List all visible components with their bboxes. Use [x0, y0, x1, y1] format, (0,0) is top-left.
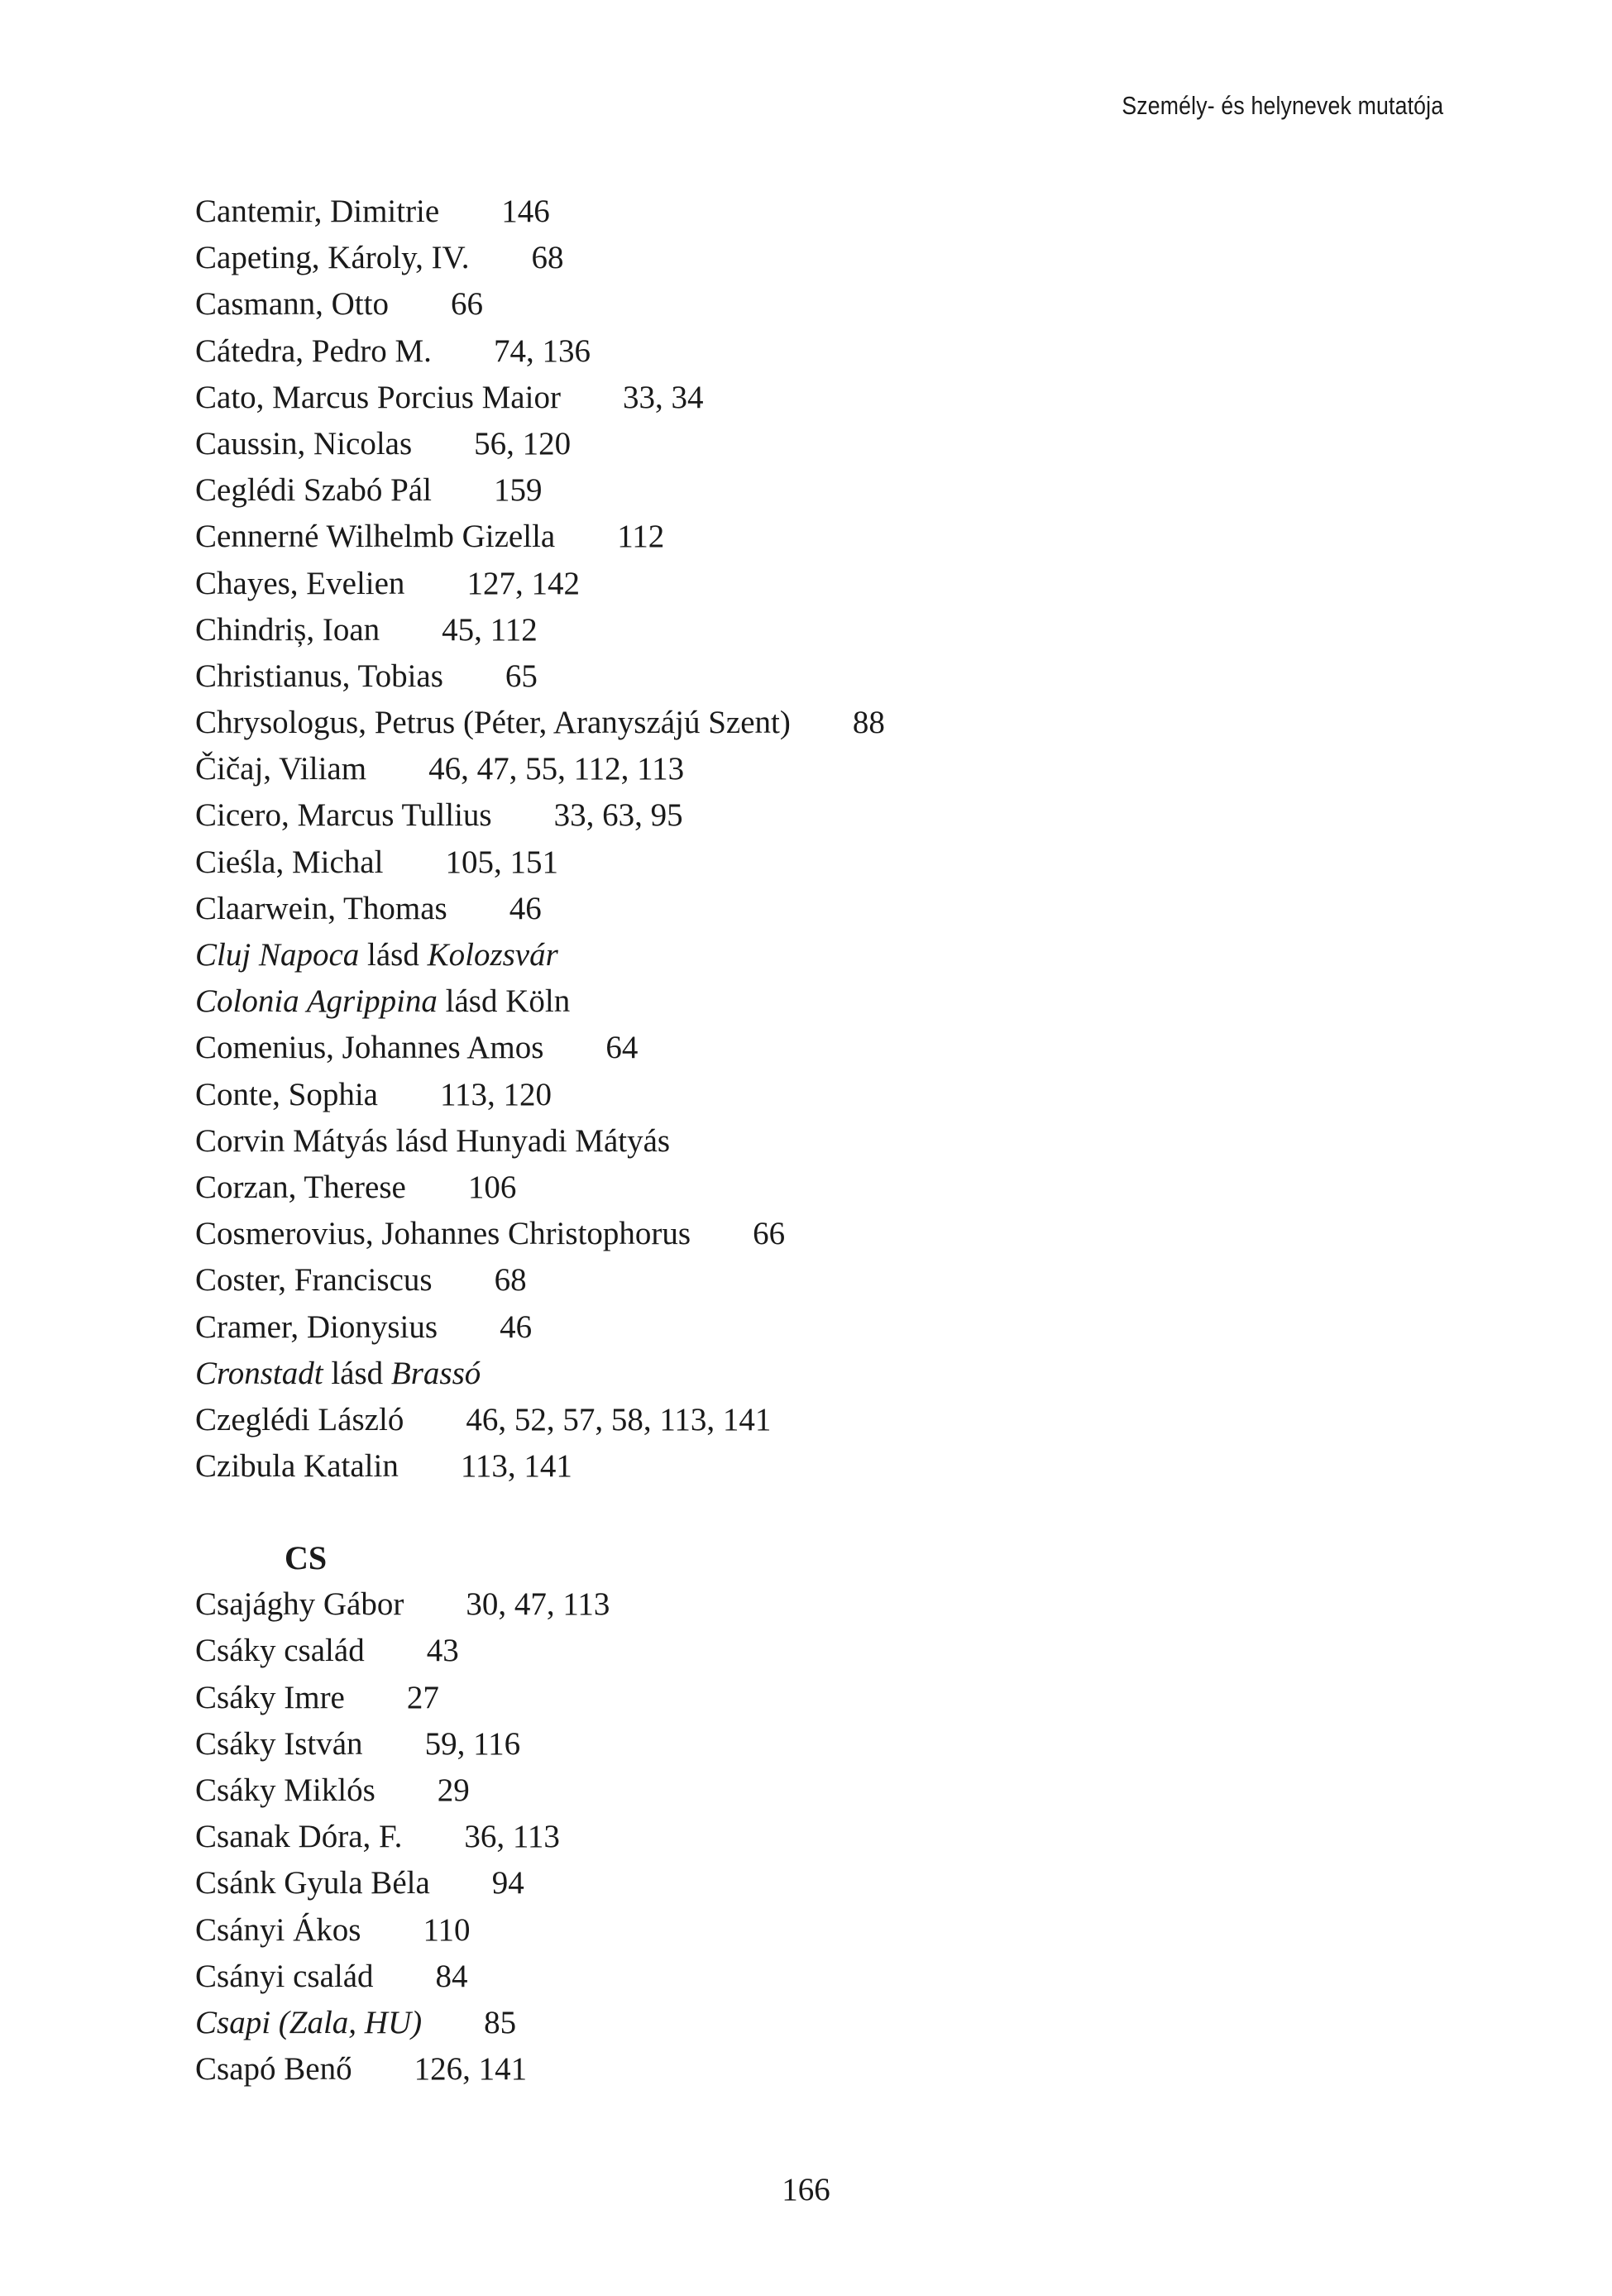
index-entry: [195, 328, 885, 375]
running-head: Személy- és helynevek mutatója: [1122, 91, 1443, 120]
index-entry: [195, 1814, 885, 1860]
index-entry: [195, 1628, 885, 1674]
entry-name: Casmann, Otto: [195, 286, 389, 323]
index-entry: [195, 375, 885, 421]
group-spacer: [195, 1490, 885, 1535]
entry-name: Čičaj, Viliam: [195, 751, 367, 787]
index-entry: [195, 2046, 885, 2093]
entry-name: Csajághy Gábor: [195, 1586, 404, 1623]
index-entry: [195, 1072, 885, 1118]
page-references: 113, 141: [460, 1448, 572, 1485]
index-entry: [195, 978, 885, 1025]
page-references: 112: [617, 519, 665, 555]
page-references: 64: [605, 1030, 639, 1066]
page-references: 68: [494, 1262, 527, 1299]
page-references: 68: [531, 240, 564, 276]
entry-name: Cátedra, Pedro M.: [195, 332, 432, 369]
see-reference: lásd: [445, 983, 498, 1020]
page-references: 46: [500, 1308, 533, 1345]
index-entry: [195, 1443, 885, 1490]
entry-name: Csapi (Zala, HU): [195, 2004, 423, 2040]
index-entry: [195, 1767, 885, 1814]
index-entry: [195, 1907, 885, 1954]
page-references: 127, 142: [466, 565, 580, 601]
index-entry: [195, 746, 885, 792]
page-references: 66: [450, 286, 483, 323]
index-entry: [195, 792, 885, 839]
see-reference: lásd: [367, 937, 419, 973]
entry-name: Csánk Gyula Béla: [195, 1865, 430, 1901]
entry-name: Csapó Benő: [195, 2051, 352, 2088]
index-entry: [195, 2000, 885, 2046]
index-entry: [195, 1165, 885, 1211]
index-entries: [195, 189, 885, 2093]
index-entry: [195, 700, 885, 746]
entry-name: Cicero, Marcus Tullius: [195, 797, 492, 834]
page-references: 33, 34: [622, 379, 704, 415]
page-references: 126, 141: [414, 2051, 528, 2088]
see-target: Kolozsvár: [427, 937, 558, 973]
page-references: 84: [435, 1958, 468, 1994]
index-entry: [195, 189, 885, 235]
see-target: Brassó: [390, 1355, 481, 1391]
entry-name: Cronstadt: [195, 1355, 323, 1391]
entry-name: Czeglédi László: [195, 1401, 404, 1437]
index-entry: [195, 561, 885, 607]
index-entry: [195, 1118, 885, 1165]
page-references: 30, 47, 113: [466, 1586, 610, 1623]
entry-name: Csáky Miklós: [195, 1772, 375, 1808]
page-references: 105, 151: [445, 844, 558, 880]
entry-name: Cato, Marcus Porcius Maior: [195, 379, 561, 415]
see-target: Köln: [505, 983, 571, 1020]
page-references: 33, 63, 95: [553, 797, 683, 834]
page-references: 94: [491, 1865, 524, 1901]
index-entry: [195, 1860, 885, 1906]
index-entry: [195, 1257, 885, 1303]
page-references: 46: [509, 890, 542, 926]
entry-name: Colonia Agrippina: [195, 983, 438, 1020]
entry-name: Chrysologus, Petrus (Péter, Aranyszájú Szent): [195, 705, 791, 741]
entry-name: Csáky család: [195, 1633, 365, 1669]
page-references: 43: [426, 1633, 459, 1669]
index-entry: [195, 839, 885, 886]
entry-name: Coster, Franciscus: [195, 1262, 433, 1299]
page-references: 159: [493, 472, 543, 509]
entry-name: Conte, Sophia: [195, 1076, 378, 1112]
entry-name: Ceglédi Szabó Pál: [195, 472, 432, 509]
index-entry: [195, 1721, 885, 1767]
index-entry: [195, 235, 885, 281]
index-entry: [195, 1581, 885, 1628]
entry-name: Csányi család: [195, 1958, 374, 1994]
index-entry: [195, 1025, 885, 1071]
entry-name: Chayes, Evelien: [195, 565, 405, 601]
see-target: Hunyadi Mátyás: [456, 1122, 671, 1159]
entry-name: Cantemir, Dimitrie: [195, 194, 440, 229]
section-heading-cs: CS: [285, 1539, 328, 1577]
page-references: 45, 112: [442, 611, 538, 648]
index-entry: [195, 514, 885, 560]
index-entry: [195, 1351, 885, 1397]
page-references: 46, 52, 57, 58, 113, 141: [466, 1401, 772, 1437]
index-entry: [195, 1211, 885, 1257]
page-references: 74, 136: [493, 332, 591, 369]
entry-name: Chindriș, Ioan: [195, 611, 380, 648]
see-reference: lásd: [331, 1355, 384, 1391]
entry-group-c: [195, 189, 885, 1490]
entry-name: Cennerné Wilhelmb Gizella: [195, 519, 556, 555]
page-number: 166: [782, 2172, 830, 2208]
entry-group-cs: [195, 1581, 885, 2093]
index-entry: [195, 421, 885, 467]
entry-name: Csáky István: [195, 1725, 363, 1762]
entry-name: Cosmerovius, Johannes Christophorus: [195, 1216, 691, 1252]
page-references: 106: [467, 1169, 517, 1205]
page-references: 85: [484, 2004, 517, 2040]
entry-name: Cramer, Dionysius: [195, 1308, 438, 1345]
page-references: 46, 47, 55, 112, 113: [428, 751, 685, 787]
page-references: 29: [437, 1772, 470, 1808]
index-entry: [195, 932, 885, 978]
page-references: 110: [423, 1911, 471, 1948]
entry-name: Csányi Ákos: [195, 1911, 361, 1948]
entry-name: Capeting, Károly, IV.: [195, 240, 470, 276]
see-reference: lásd: [395, 1122, 448, 1159]
index-entry: [195, 1304, 885, 1351]
page-references: 146: [501, 194, 550, 229]
entry-name: Corvin Mátyás: [195, 1122, 388, 1159]
index-entry: [195, 886, 885, 932]
index-entry: [195, 1675, 885, 1721]
entry-name: Corzan, Therese: [195, 1169, 406, 1205]
index-entry: [195, 1954, 885, 2000]
entry-name: Csanak Dóra, F.: [195, 1819, 403, 1855]
entry-name: Christianus, Tobias: [195, 658, 443, 694]
page-references: 36, 113: [464, 1819, 560, 1855]
index-entry: [195, 653, 885, 700]
index-entry: [195, 467, 885, 514]
entry-name: Cieśla, Michal: [195, 844, 384, 880]
index-entry: [195, 1397, 885, 1443]
entry-name: Caussin, Nicolas: [195, 425, 413, 462]
index-entry: [195, 281, 885, 328]
entry-name: Claarwein, Thomas: [195, 890, 447, 926]
page-references: 88: [852, 705, 885, 741]
page-references: 59, 116: [424, 1725, 521, 1762]
page-references: 27: [406, 1679, 439, 1715]
entry-name: Csáky Imre: [195, 1679, 345, 1715]
page-references: 113, 120: [440, 1076, 552, 1112]
entry-name: Czibula Katalin: [195, 1448, 399, 1485]
page-references: 66: [753, 1216, 786, 1252]
index-entry: [195, 607, 885, 653]
page-references: 56, 120: [474, 425, 572, 462]
entry-name: Cluj Napoca: [195, 937, 360, 973]
page-references: 65: [505, 658, 538, 694]
entry-name: Comenius, Johannes Amos: [195, 1030, 544, 1066]
